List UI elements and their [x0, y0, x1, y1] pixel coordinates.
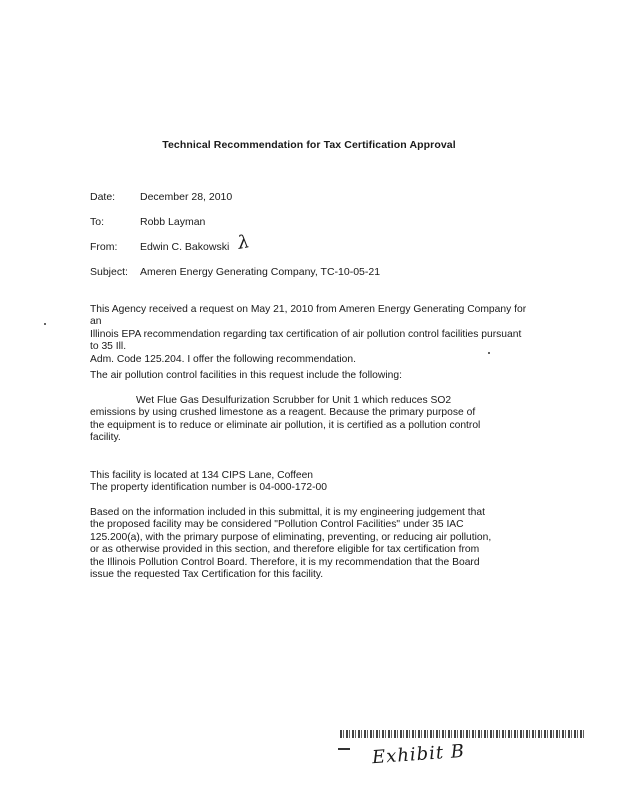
paragraph-request: This Agency received a request on May 21, 2010 from Ameren Energy Generating Company for an Illinois EPA recommendation regarding tax certification of air pollution control facilities pursuant to 35 Ill. Adm. Code 125.204. I offer the following recommendation. [90, 304, 527, 365]
scan-noise-strip [340, 730, 584, 738]
exhibit-label: Exhibit B [371, 740, 466, 769]
memo-date-label: Date: [90, 191, 116, 203]
memo-subject-label: Subject: [90, 266, 128, 278]
memo-from-value: Edwin C. Bakowski [140, 241, 230, 253]
scan-speck [488, 352, 490, 354]
memo-date-value: December 28, 2010 [140, 191, 233, 203]
memo-subject-value: Ameren Energy Generating Company, TC-10-05-21 [140, 266, 381, 278]
handwritten-initials: λ [236, 231, 252, 254]
paragraph-facility-description: Wet Flue Gas Desulfurization Scrubber for Unit 1 which reduces SO2 emissions by using crushed limestone as a reagent. Because the primary purpose of the equipment is to reduce or eliminate air pollution, it is certified as a pollution control facility. [90, 395, 481, 444]
memo-from-label: From: [90, 241, 118, 253]
document-title: Technical Recommendation for Tax Certification Approval [162, 139, 456, 151]
scan-noise-mark [338, 748, 350, 750]
paragraph-facilities-intro: The air pollution control facilities in this request include the following: [90, 370, 402, 381]
paragraph-recommendation: Based on the information included in this submittal, it is my engineering judgement that the proposed facility may be considered "Pollution Control Facilities" under 35 IAC 125.200(a), with the primary purpose of eliminating, preventing, or reducing air pollution, or as otherwise provided in this section, and therefore eligible for tax certification from the Illinois Pollution Control Board. Therefore, it is my recommendation that the Board issue the requested Tax Certification for this facility. [90, 507, 492, 581]
memo-to-label: To: [90, 216, 105, 228]
paragraph-location: This facility is located at 134 CIPS Lane, Coffeen The property identification number is 04-000-172-00 [90, 470, 327, 494]
scan-speck [44, 323, 46, 325]
memo-to-value: Robb Layman [140, 216, 206, 228]
